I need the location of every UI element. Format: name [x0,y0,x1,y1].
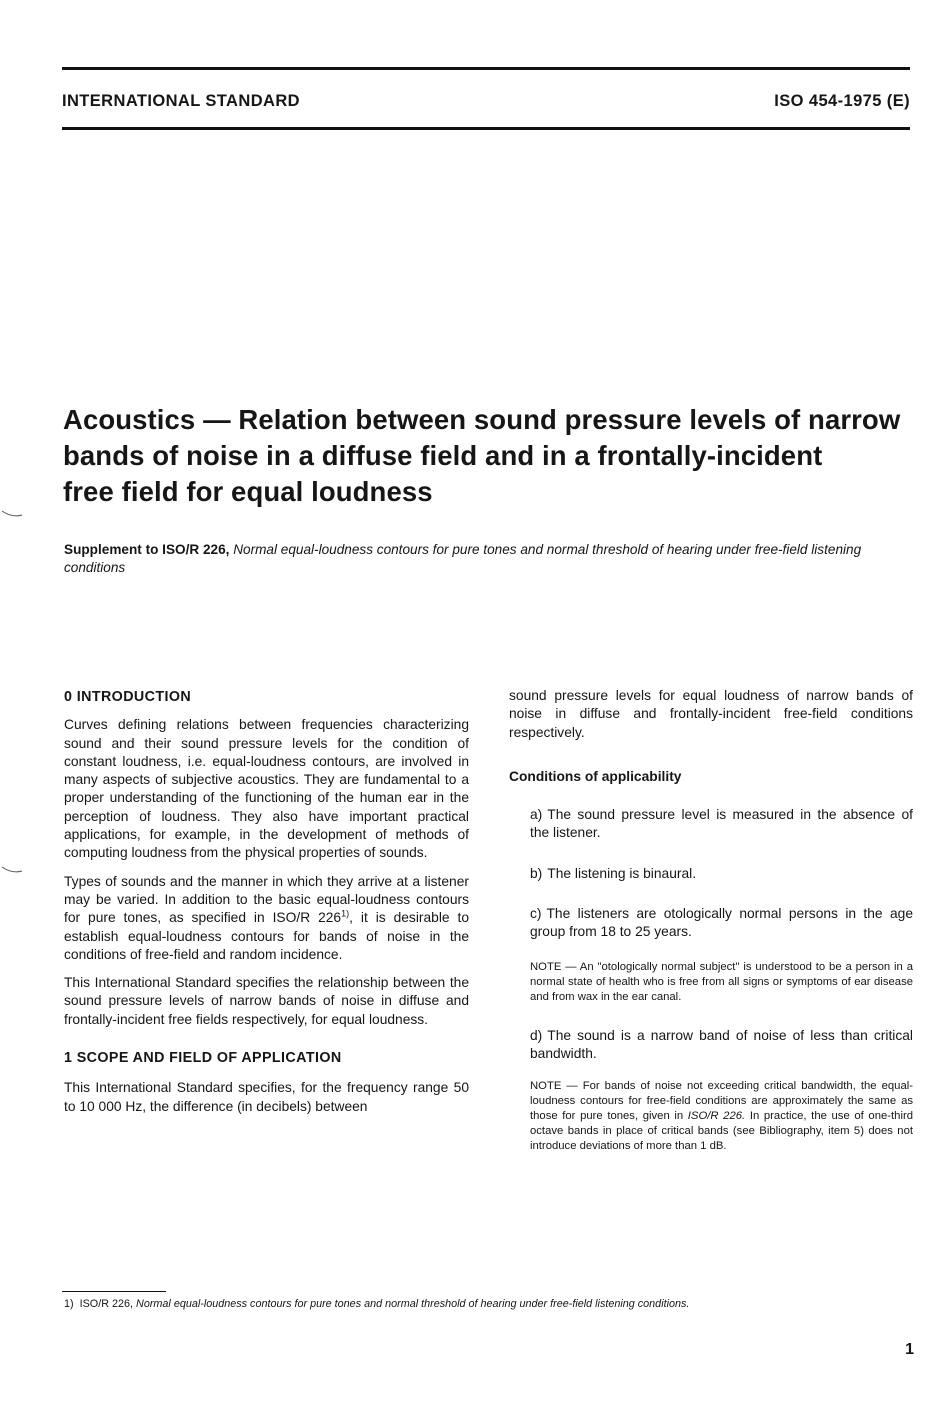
document-title [63,402,923,510]
condition-b-label: b) [530,865,543,881]
title-line-2: bands of noise in a diffuse field and in a frontally-incident [63,440,823,471]
condition-b [530,865,913,883]
title-line-3: free field for equal loudness [63,476,433,507]
introduction-paragraph-3: This International Standard specifies the relationship between the sound pressure levels of narrow bands of noise in diffuse and frontally-incident free fields respectively, for equal loudness. [64,975,469,1027]
note-otologically-normal: NOTE — An "otologically normal subject" is understood to be a person in a normal state of health who is free from all signs or symptoms of ear disease and from wax in the ear canal. [530,960,913,1003]
footnote-reference: 1) [341,908,350,919]
condition-d-label: d) [530,1027,543,1043]
note2-iso-ref: ISO/R 226. [687,1110,746,1123]
header-top-rule [62,67,910,70]
scope-heading: 1 SCOPE AND FIELD OF APPLICATION [64,1050,342,1067]
condition-d [530,1027,913,1064]
conditions-heading: Conditions of applicability [509,768,682,784]
scope-paragraph-1: This International Standard specifies, for the frequency range 50 to 10 000 Hz, the difference (in decibels) between [64,1080,469,1114]
left-column [64,688,469,1116]
note2-text-cont: In practice, the use of one-third octave bands in place of critical bands (see Bibliography, item 5) does not introduce deviations of more than 1 dB. [530,1110,913,1153]
header-standard-type: INTERNATIONAL STANDARD [62,92,300,110]
condition-b-text: The listening is binaural. [547,865,697,881]
margin-mark [0,866,26,874]
condition-d-text: The sound is a narrow band of noise of less than critical bandwidth. [530,1027,913,1061]
footnote-title: Normal equal-loudness contours for pure tones and normal threshold of hearing under free-field listening conditions. [136,1298,690,1310]
condition-a-label: a) [530,807,543,823]
footnote-rule [62,1291,166,1292]
introduction-paragraph-1: Curves defining relations between frequencies characterizing sound and their sound pressure levels for the condition of constant loudness, i.e. equal-loudness contours, are involved in many aspects of subjective acoustics. They are fundamental to a proper understanding of the functioning of the human ear in the perception of loudness. They also have important practical applications, for example, in the development of methods of computing loudness from the physical properties of sounds. [64,717,469,861]
condition-c [530,905,913,942]
intro-p2-text: Types of sounds and the manner in which they arrive at a listener may be varied. In addition to the basic equal-loudness contours for pure tones, as specified in ISO/R 226 [64,873,469,926]
supplement-note [64,541,914,577]
title-line-1: Acoustics — Relation between sound pressure levels of narrow [63,404,901,435]
note2-text: NOTE — For bands of noise not exceeding critical bandwidth, the equal-loudness contours for free-field conditions are approximately the same as those for pure tones, given in [530,1080,913,1123]
margin-mark [0,510,26,518]
page-number: 1 [905,1341,914,1358]
condition-a [530,806,913,843]
footnote [64,1297,924,1311]
header-bottom-rule [62,127,910,130]
condition-a-text: The sound pressure level is measured in the absence of the listener. [530,807,913,841]
intro-p2-text-cont: , it is desirable to establish equal-loudness contours for bands of noise in the conditions of free-field and random incidence. [64,910,470,962]
note-critical-bandwidth [530,1079,913,1154]
condition-c-label: c) [530,906,542,922]
footnote-marker: 1) [64,1298,74,1310]
footnote-lead: ISO/R 226, [79,1298,134,1310]
condition-c-text: The listeners are otologically normal persons in the age group from 18 to 25 years. [530,906,913,940]
introduction-heading: 0 INTRODUCTION [64,689,192,705]
supplement-title: Normal equal-loudness contours for pure tones and normal threshold of hearing under free-field listening conditions [64,542,862,575]
introduction-paragraph-2 [64,873,469,964]
scope-paragraph-continued: sound pressure levels for equal loudness of narrow bands of noise in diffuse and frontally-incident free-field conditions respectively. [509,688,913,740]
supplement-lead: Supplement to ISO/R 226, [64,542,230,557]
header-document-number: ISO 454-1975 (E) [774,92,910,110]
right-column [509,687,913,1154]
